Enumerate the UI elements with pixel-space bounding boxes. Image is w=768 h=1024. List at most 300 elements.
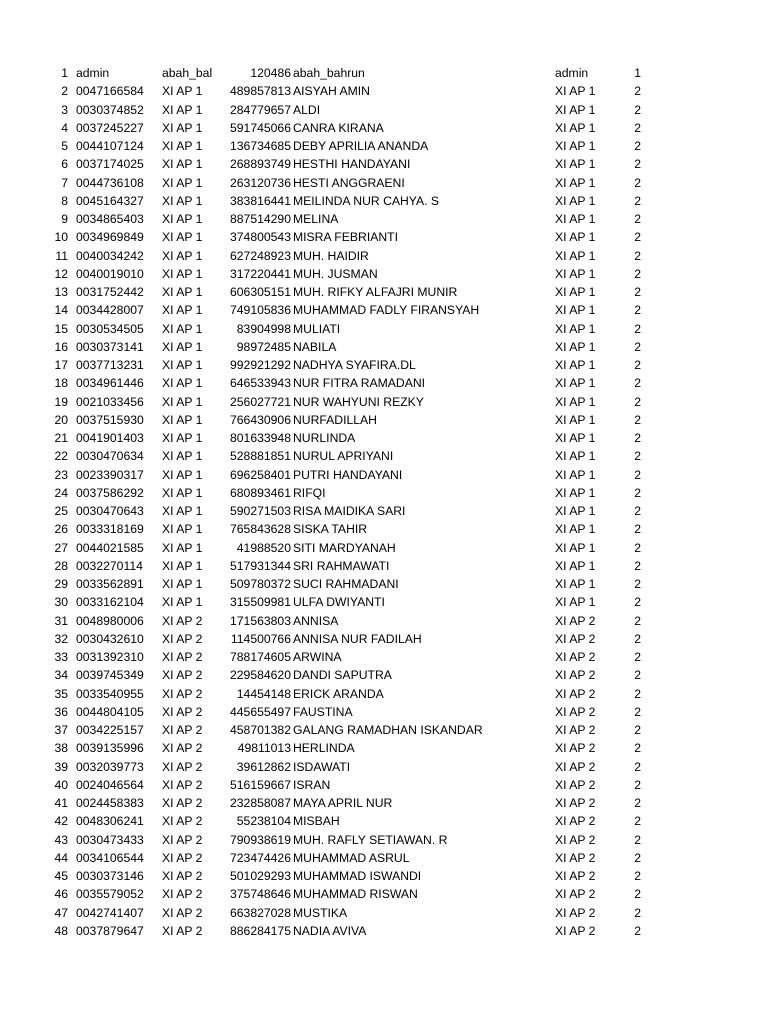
student-name-cell: NURLINDA bbox=[293, 431, 356, 445]
nisn-cell: 509780372 bbox=[229, 577, 291, 591]
nis-cell: 0021033456 bbox=[76, 394, 144, 409]
value-cell: 2 bbox=[634, 522, 641, 537]
class-cell: XI AP 1 bbox=[162, 504, 203, 518]
table-row bbox=[0, 794, 768, 812]
value-cell: 2 bbox=[634, 832, 641, 847]
nis-cell: 0037586292 bbox=[76, 485, 144, 500]
value-cell: 2 bbox=[634, 850, 641, 865]
class-cell: XI AP 2 bbox=[162, 796, 203, 810]
class-cell: XI AP 1 bbox=[162, 139, 203, 153]
value-cell: 2 bbox=[634, 321, 641, 336]
table-row bbox=[0, 630, 768, 648]
nis-cell: 0030473433 bbox=[76, 832, 144, 847]
value-cell: 2 bbox=[634, 686, 641, 701]
class-cell: XI AP 1 bbox=[162, 193, 203, 208]
class-cell: XI AP 1 bbox=[162, 376, 203, 391]
class-cell: XI AP 2 bbox=[162, 832, 203, 847]
row-number-cell: 42 bbox=[54, 814, 68, 829]
nis-cell: 0040034242 bbox=[76, 248, 144, 263]
nis-cell: 0031752442 bbox=[76, 285, 144, 299]
nis-cell: 0040019010 bbox=[76, 266, 144, 281]
row-number-cell: 12 bbox=[54, 266, 68, 281]
table-row bbox=[0, 721, 768, 739]
class-cell-2: XI AP 1 bbox=[555, 84, 596, 99]
value-cell: 2 bbox=[634, 723, 641, 737]
table-row bbox=[0, 867, 768, 885]
nisn-cell: 749105836 bbox=[229, 303, 291, 318]
class-cell-2: XI AP 1 bbox=[555, 540, 596, 555]
row-number-cell: 24 bbox=[54, 485, 68, 500]
value-cell: 2 bbox=[634, 485, 641, 500]
class-cell: XI AP 2 bbox=[162, 923, 203, 938]
value-cell: 2 bbox=[634, 741, 641, 756]
student-name-cell: MUH. HAIDIR bbox=[293, 248, 369, 263]
row-number-cell: 25 bbox=[54, 504, 68, 518]
nisn-cell: 14454148 bbox=[236, 686, 291, 701]
row-number-cell: 30 bbox=[54, 595, 68, 610]
header-kelas: abah_bal bbox=[162, 66, 213, 80]
student-name-cell: RIFQI bbox=[293, 485, 326, 500]
table-row bbox=[0, 101, 768, 119]
table-row bbox=[0, 210, 768, 228]
nis-cell: 0037879647 bbox=[76, 923, 144, 938]
student-name-cell: MUH. RIFKY ALFAJRI MUNIR bbox=[293, 285, 458, 299]
nisn-cell: 114500766 bbox=[230, 631, 291, 646]
nis-cell: 0030470634 bbox=[76, 449, 144, 464]
nisn-cell: 83904998 bbox=[236, 321, 291, 336]
nis-cell: 0035579052 bbox=[76, 887, 144, 902]
nisn-cell: 627248923 bbox=[229, 248, 291, 263]
row-number-cell: 33 bbox=[54, 650, 68, 664]
table-row bbox=[0, 356, 768, 374]
nisn-cell: 680893461 bbox=[229, 485, 291, 500]
nisn-cell: 383816441 bbox=[229, 193, 291, 208]
nisn-cell: 590271503 bbox=[229, 504, 291, 518]
class-cell: XI AP 1 bbox=[162, 577, 203, 591]
row-number-cell: 34 bbox=[54, 668, 68, 683]
student-name-cell: NUR FITRA RAMADANI bbox=[293, 376, 426, 391]
value-cell: 2 bbox=[634, 157, 641, 172]
student-name-cell: AISYAH AMIN bbox=[293, 84, 370, 99]
nisn-cell: 992921292 bbox=[229, 358, 291, 372]
class-cell: XI AP 1 bbox=[162, 230, 203, 245]
table-row bbox=[0, 265, 768, 283]
row-number-cell: 15 bbox=[54, 321, 68, 336]
value-cell: 2 bbox=[634, 905, 641, 920]
value-cell: 2 bbox=[634, 631, 641, 646]
nisn-cell: 374800543 bbox=[229, 230, 291, 245]
student-name-cell: MEILINDA NUR CAHYA. S bbox=[293, 193, 440, 208]
nis-cell: 0033318169 bbox=[76, 522, 144, 537]
row-number-cell: 29 bbox=[54, 577, 68, 591]
value-cell: 2 bbox=[634, 704, 641, 719]
header-kelas2: admin bbox=[555, 66, 589, 80]
class-cell-2: XI AP 1 bbox=[555, 193, 596, 208]
class-cell-2: XI AP 1 bbox=[555, 139, 596, 153]
table-row bbox=[0, 155, 768, 173]
table-row bbox=[0, 502, 768, 520]
student-name-cell: SRI RAHMAWATI bbox=[293, 558, 390, 573]
class-cell-2: XI AP 1 bbox=[555, 522, 596, 537]
class-cell-2: XI AP 2 bbox=[555, 814, 596, 829]
row-number-cell: 43 bbox=[54, 832, 68, 847]
class-cell: XI AP 2 bbox=[162, 650, 203, 664]
row-number-cell: 22 bbox=[54, 449, 68, 464]
student-name-cell: MUSTIKA bbox=[293, 905, 348, 920]
nisn-cell: 171563803 bbox=[229, 613, 291, 628]
student-name-cell: DEBY APRILIA ANANDA bbox=[293, 139, 429, 153]
class-cell-2: XI AP 2 bbox=[555, 704, 596, 719]
row-number-cell: 14 bbox=[54, 303, 68, 318]
table-row bbox=[0, 247, 768, 265]
class-cell: XI AP 2 bbox=[162, 759, 203, 774]
student-name-cell: CANRA KIRANA bbox=[293, 120, 384, 135]
class-cell-2: XI AP 1 bbox=[555, 230, 596, 245]
nis-cell: 0037713231 bbox=[76, 358, 144, 372]
value-cell: 2 bbox=[634, 869, 641, 883]
class-cell: XI AP 1 bbox=[162, 467, 203, 482]
class-cell: XI AP 1 bbox=[162, 339, 203, 354]
nisn-cell: 458701382 bbox=[229, 723, 291, 737]
student-name-cell: ARWINA bbox=[293, 650, 342, 664]
value-cell: 2 bbox=[634, 358, 641, 372]
nisn-cell: 646533943 bbox=[229, 376, 291, 391]
student-name-cell: ERICK ARANDA bbox=[293, 686, 384, 701]
value-cell: 2 bbox=[634, 84, 641, 99]
table-row bbox=[0, 831, 768, 849]
value-cell: 2 bbox=[634, 923, 641, 938]
student-name-cell: MUHAMMAD FADLY FIRANSYAH bbox=[293, 303, 480, 318]
row-number-cell: 48 bbox=[54, 923, 68, 938]
nisn-cell: 232858087 bbox=[229, 796, 291, 810]
table-row bbox=[0, 301, 768, 319]
nisn-cell: 887514290 bbox=[229, 212, 291, 226]
row-number-cell: 23 bbox=[54, 467, 68, 482]
student-name-cell: NADHYA SYAFIRA.DL bbox=[293, 358, 416, 372]
class-cell-2: XI AP 2 bbox=[555, 796, 596, 810]
nis-cell: 0031392310 bbox=[76, 650, 144, 664]
row-number-cell: 17 bbox=[54, 358, 68, 372]
table-row bbox=[0, 666, 768, 684]
class-cell: XI AP 1 bbox=[162, 412, 203, 427]
class-cell: XI AP 1 bbox=[162, 84, 203, 99]
nis-cell: 0034106544 bbox=[76, 850, 144, 865]
nis-cell: 0032270114 bbox=[76, 558, 143, 573]
student-name-cell: SUCI RAHMADANI bbox=[293, 577, 399, 591]
class-cell-2: XI AP 2 bbox=[555, 613, 596, 628]
nisn-cell: 591745066 bbox=[229, 120, 291, 135]
nis-cell: 0045164327 bbox=[76, 193, 144, 208]
row-number-cell: 39 bbox=[54, 759, 68, 774]
value-cell: 2 bbox=[634, 558, 641, 573]
table-row bbox=[0, 484, 768, 502]
nisn-cell: 766430906 bbox=[229, 412, 291, 427]
table-row bbox=[0, 593, 768, 611]
value-cell: 2 bbox=[634, 303, 641, 318]
class-cell: XI AP 1 bbox=[162, 358, 203, 372]
nis-cell: 0030373141 bbox=[76, 339, 144, 354]
nis-cell: 0023390317 bbox=[76, 467, 144, 482]
nis-cell: 0037174025 bbox=[76, 157, 144, 172]
class-cell: XI AP 2 bbox=[162, 723, 203, 737]
class-cell-2: XI AP 1 bbox=[555, 285, 596, 299]
class-cell: XI AP 2 bbox=[162, 668, 203, 683]
class-cell: XI AP 2 bbox=[162, 631, 203, 646]
row-number-cell: 32 bbox=[54, 631, 68, 646]
class-cell-2: XI AP 1 bbox=[555, 504, 596, 518]
table-row bbox=[0, 648, 768, 666]
row-number-cell: 8 bbox=[61, 193, 68, 208]
nisn-cell: 765843628 bbox=[229, 522, 291, 537]
table-row bbox=[0, 338, 768, 356]
value-cell: 2 bbox=[634, 814, 641, 829]
row-number-cell: 40 bbox=[54, 777, 68, 792]
class-cell: XI AP 1 bbox=[162, 120, 203, 135]
table-row bbox=[0, 849, 768, 867]
class-cell: XI AP 1 bbox=[162, 303, 203, 318]
student-name-cell: SISKA TAHIR bbox=[293, 522, 368, 537]
value-cell: 2 bbox=[634, 139, 641, 153]
row-number-cell: 45 bbox=[54, 869, 68, 883]
class-cell: XI AP 1 bbox=[162, 285, 203, 299]
value-cell: 2 bbox=[634, 266, 641, 281]
nis-cell: 0030470643 bbox=[76, 504, 144, 518]
table-row bbox=[0, 119, 768, 137]
class-cell-2: XI AP 2 bbox=[555, 869, 596, 883]
value-cell: 2 bbox=[634, 796, 641, 810]
nisn-cell: 229584620 bbox=[229, 668, 291, 683]
nisn-cell: 55238104 bbox=[236, 814, 291, 829]
class-cell-2: XI AP 2 bbox=[555, 759, 596, 774]
nisn-cell: 41988520 bbox=[236, 540, 291, 555]
class-cell-2: XI AP 1 bbox=[555, 358, 596, 372]
class-cell: XI AP 1 bbox=[162, 431, 203, 445]
nisn-cell: 39612862 bbox=[236, 759, 291, 774]
nisn-cell: 501029293 bbox=[229, 869, 291, 883]
row-number-cell: 16 bbox=[54, 339, 68, 354]
nis-cell: 0033540955 bbox=[76, 686, 144, 701]
nis-cell: 0030534505 bbox=[76, 321, 144, 336]
header-nis: admin bbox=[76, 66, 110, 80]
header-no: 1 bbox=[61, 66, 68, 80]
nis-cell: 0048980006 bbox=[76, 613, 144, 628]
table-row bbox=[0, 283, 768, 301]
table-row bbox=[0, 812, 768, 830]
class-cell-2: XI AP 2 bbox=[555, 923, 596, 938]
nis-cell: 0034969849 bbox=[76, 230, 144, 245]
value-cell: 2 bbox=[634, 212, 641, 226]
value-cell: 2 bbox=[634, 668, 641, 683]
nis-cell: 0024458383 bbox=[76, 796, 144, 810]
row-number-cell: 10 bbox=[54, 230, 68, 245]
row-number-cell: 3 bbox=[61, 102, 68, 117]
value-cell: 2 bbox=[634, 339, 641, 354]
nisn-cell: 886284175 bbox=[229, 923, 291, 938]
student-name-cell: NADIA AVIVA bbox=[293, 923, 367, 938]
class-cell-2: XI AP 2 bbox=[555, 686, 596, 701]
class-cell-2: XI AP 2 bbox=[555, 850, 596, 865]
table-row bbox=[0, 174, 768, 192]
table-row bbox=[0, 612, 768, 630]
nis-cell: 0034961446 bbox=[76, 376, 144, 391]
class-cell: XI AP 1 bbox=[162, 212, 203, 226]
student-name-cell: ISDAWATI bbox=[293, 759, 351, 774]
student-name-cell: MISRA FEBRIANTI bbox=[293, 230, 398, 245]
table-row bbox=[0, 685, 768, 703]
class-cell: XI AP 1 bbox=[162, 449, 203, 464]
nis-cell: 0034428007 bbox=[76, 303, 144, 318]
row-number-cell: 9 bbox=[61, 212, 68, 226]
class-cell-2: XI AP 2 bbox=[555, 723, 596, 737]
class-cell: XI AP 1 bbox=[162, 485, 203, 500]
class-cell-2: XI AP 1 bbox=[555, 431, 596, 445]
class-cell-2: XI AP 2 bbox=[555, 741, 596, 756]
class-cell: XI AP 1 bbox=[162, 248, 203, 263]
value-cell: 2 bbox=[634, 759, 641, 774]
class-cell: XI AP 1 bbox=[162, 595, 203, 610]
row-number-cell: 7 bbox=[61, 175, 68, 190]
row-number-cell: 37 bbox=[54, 723, 68, 737]
student-name-cell: MUH. JUSMAN bbox=[293, 266, 378, 281]
nis-cell: 0034225157 bbox=[76, 723, 144, 737]
value-cell: 2 bbox=[634, 431, 641, 445]
nisn-cell: 268893749 bbox=[229, 157, 291, 172]
nisn-cell: 49811013 bbox=[237, 741, 291, 756]
class-cell: XI AP 2 bbox=[162, 850, 203, 865]
nis-cell: 0030432610 bbox=[76, 631, 144, 646]
value-cell: 2 bbox=[634, 595, 641, 610]
class-cell-2: XI AP 1 bbox=[555, 120, 596, 135]
table-row bbox=[0, 739, 768, 757]
nis-cell: 0037245227 bbox=[76, 120, 144, 135]
table-body bbox=[0, 82, 768, 940]
table-row bbox=[0, 885, 768, 903]
student-name-cell: MUHAMMAD ASRUL bbox=[293, 850, 410, 865]
row-number-cell: 19 bbox=[54, 394, 68, 409]
student-name-cell: PUTRI HANDAYANI bbox=[293, 467, 403, 482]
nis-cell: 0042741407 bbox=[76, 905, 144, 920]
class-cell: XI AP 2 bbox=[162, 777, 203, 792]
class-cell: XI AP 1 bbox=[162, 540, 203, 555]
student-name-cell: MUHAMMAD RISWAN bbox=[293, 887, 418, 902]
nisn-cell: 284779657 bbox=[229, 102, 291, 117]
table-row bbox=[0, 228, 768, 246]
class-cell: XI AP 1 bbox=[162, 558, 203, 573]
student-name-cell: FAUSTINA bbox=[293, 704, 353, 719]
class-cell-2: XI AP 1 bbox=[555, 157, 596, 172]
table-row bbox=[0, 320, 768, 338]
class-cell-2: XI AP 1 bbox=[555, 266, 596, 281]
class-cell-2: XI AP 2 bbox=[555, 668, 596, 683]
nisn-cell: 517931344 bbox=[229, 558, 291, 573]
student-name-cell: NUR WAHYUNI REZKY bbox=[293, 394, 424, 409]
class-cell-2: XI AP 1 bbox=[555, 485, 596, 500]
table-row bbox=[0, 703, 768, 721]
nisn-cell: 136734685 bbox=[229, 139, 291, 153]
table-row bbox=[0, 922, 768, 940]
class-cell-2: XI AP 2 bbox=[555, 887, 596, 902]
class-cell-2: XI AP 1 bbox=[555, 449, 596, 464]
row-number-cell: 46 bbox=[54, 887, 68, 902]
nisn-cell: 696258401 bbox=[229, 467, 291, 482]
class-cell: XI AP 1 bbox=[162, 175, 203, 190]
table-row bbox=[0, 429, 768, 447]
class-cell: XI AP 2 bbox=[162, 887, 203, 902]
nis-cell: 0033562891 bbox=[76, 577, 144, 591]
nis-cell: 0034865403 bbox=[76, 212, 144, 226]
value-cell: 2 bbox=[634, 449, 641, 464]
class-cell: XI AP 1 bbox=[162, 102, 203, 117]
nis-cell: 0044107124 bbox=[76, 139, 144, 153]
student-name-cell: NABILA bbox=[293, 339, 337, 354]
class-cell-2: XI AP 1 bbox=[555, 412, 596, 427]
nisn-cell: 801633948 bbox=[229, 431, 291, 445]
nis-cell: 0048306241 bbox=[76, 814, 144, 829]
table-row bbox=[0, 137, 768, 155]
row-number-cell: 28 bbox=[54, 558, 68, 573]
value-cell: 2 bbox=[634, 777, 641, 792]
class-cell-2: XI AP 2 bbox=[555, 832, 596, 847]
table-row bbox=[0, 539, 768, 557]
student-name-cell: GALANG RAMADHAN ISKANDAR bbox=[293, 723, 483, 737]
table-row bbox=[0, 557, 768, 575]
class-cell-2: XI AP 1 bbox=[555, 376, 596, 391]
value-cell: 2 bbox=[634, 577, 641, 591]
value-cell: 2 bbox=[634, 504, 641, 518]
header-val: 1 bbox=[634, 66, 641, 80]
table-row bbox=[0, 575, 768, 593]
row-number-cell: 21 bbox=[54, 431, 68, 445]
value-cell: 2 bbox=[634, 467, 641, 482]
student-name-cell: SITI MARDYANAH bbox=[293, 540, 396, 555]
nis-cell: 0039745349 bbox=[76, 668, 144, 683]
nis-cell: 0030374852 bbox=[76, 102, 144, 117]
row-number-cell: 4 bbox=[61, 120, 68, 135]
class-cell: XI AP 2 bbox=[162, 741, 203, 756]
class-cell-2: XI AP 2 bbox=[555, 650, 596, 664]
value-cell: 2 bbox=[634, 412, 641, 427]
value-cell: 2 bbox=[634, 887, 641, 902]
row-number-cell: 31 bbox=[54, 613, 68, 628]
nis-cell: 0030373146 bbox=[76, 869, 144, 883]
class-cell-2: XI AP 1 bbox=[555, 595, 596, 610]
row-number-cell: 35 bbox=[54, 686, 68, 701]
table-row bbox=[0, 374, 768, 392]
student-name-cell: ANNISA NUR FADILAH bbox=[293, 631, 422, 646]
row-number-cell: 38 bbox=[54, 741, 68, 756]
nis-cell: 0044736108 bbox=[76, 175, 144, 190]
header-name: abah_bahrun bbox=[293, 66, 365, 80]
value-cell: 2 bbox=[634, 285, 641, 299]
class-cell-2: XI AP 1 bbox=[555, 577, 596, 591]
table-row bbox=[0, 758, 768, 776]
student-name-cell: RISA MAIDIKA SARI bbox=[293, 504, 406, 518]
value-cell: 2 bbox=[634, 120, 641, 135]
value-cell: 2 bbox=[634, 230, 641, 245]
class-cell: XI AP 2 bbox=[162, 613, 203, 628]
nisn-cell: 98972485 bbox=[236, 339, 291, 354]
nisn-cell: 375748646 bbox=[229, 887, 291, 902]
table-row bbox=[0, 192, 768, 210]
value-cell: 2 bbox=[634, 102, 641, 117]
nis-cell: 0039135996 bbox=[76, 741, 144, 756]
student-name-cell: NURFADILLAH bbox=[293, 412, 377, 427]
header-row bbox=[0, 64, 768, 82]
row-number-cell: 2 bbox=[61, 84, 68, 99]
class-cell-2: XI AP 1 bbox=[555, 394, 596, 409]
class-cell: XI AP 1 bbox=[162, 522, 203, 537]
nis-cell: 0041901403 bbox=[76, 431, 144, 445]
